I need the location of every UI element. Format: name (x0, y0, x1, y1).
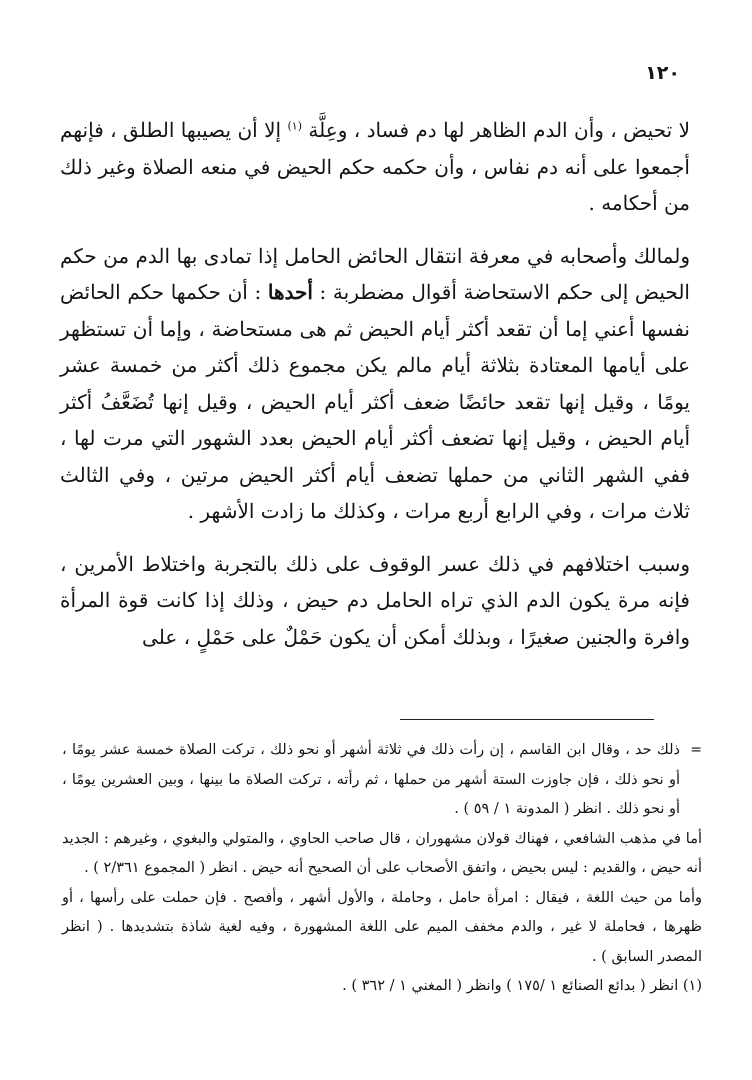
footnote-continued-1-text: ذلك حد ، وقال ابن القاسم ، إن رأت ذلك في ثلاثة أشهر أو نحو ذلك ، تركت الصلاة خمسة عشر يومًا ، أو نحو ذلك ، فإن جاوزت الستة أشهر من حملها ، ثم رأته ، تركت الصلاة ما بينها ، وبين العشرين يومًا ، أو نحو ذلك . انظر ( المدونة ١ / ٥٩ ) . (62, 742, 680, 817)
footnote-reference-1[interactable]: (١) (287, 119, 303, 133)
paragraph-2-text-a: ولمالك وأصحابه في معرفة انتقال الحائض الحامل إذا تمادى بها الدم من حكم الحيض إلى حكم الاستحاضة أقوال مضطربة : (60, 243, 690, 304)
paragraph-3: وسبب اختلافهم في ذلك عسر الوقوف على ذلك بالتجربة واختلاط الأمرين ، فإنه مرة يكون الدم الذي تراه الحامل دم حيض ، وذلك إذا كانت قوة المرأة وافرة والجنين صغيرًا ، وبذلك أمكن أن يكون حَمْلٌ على حَمْلٍ ، على (60, 551, 690, 649)
paragraph-1-text-b: إلا أن يصيبها الطلق ، فإنهم أجمعوا على أنه دم نفاس ، وأن حكمه حكم الحيض في منعه الصلاة وغير ذلك من أحكامه . (60, 118, 690, 215)
footnote-continued-1 (62, 736, 702, 825)
main-text (60, 112, 690, 655)
continuation-mark: = (690, 742, 702, 758)
paragraph-2 (60, 238, 690, 530)
page-number: ١٢٠ (645, 62, 680, 84)
paragraph-1 (60, 112, 690, 222)
paragraph-2-text-b: : أن حكمها حكم الحائض نفسها أعني إما أن تقعد أكثر أيام الحيض ثم هى مستحاضة ، وإما أن تستظهر على أيامها المعتادة بثلاثة أيام مالم يكن مجموع ذلك أكثر من خمسة عشر يومًا ، وقيل إنها تقعد حائضًا ضعف أكثر أيام الحيض ، وقيل إنها تُضَعَّفُ أكثر أيام الحيض ، وقيل إنها تضعف أكثر أيام الحيض بعدد الشهور التي مرت لها ، ففي الشهر الثاني من حملها تضعف أيام أكثر الحيض مرتين ، وفي الثالث ثلاث مرات ، وفي الرابع أربع مرات ، وكذلك ما زادت الأشهر . (60, 280, 690, 523)
footnote-1: (١) انظر ( بدائع الصنائع ١ /١٧٥ ) وانظر ( المغني ١ / ٣٦٢ ) . (342, 978, 702, 994)
footnote-continued-3: وأما من حيث اللغة ، فيقال : امرأة حامل ، وحاملة ، والأول أشهر ، وأفصح . فإن حملت على رأسها ، أو ظهرها ، فحاملة لا غير ، والدم مخفف الميم على اللغة المشهورة ، وفيه لغية شاذة بتشديدها . ( انظر المصدر السابق ) . (62, 889, 702, 965)
paragraph-2-bold-term: أحدها (267, 280, 313, 304)
footnotes-section (62, 736, 702, 1002)
footnote-separator (400, 719, 654, 720)
paragraph-1-text-a: لا تحيض ، وأن الدم الظاهر لها دم فساد ، وعِلَّة (302, 118, 690, 142)
footnote-continued-2: أما في مذهب الشافعي ، فهناك قولان مشهوران ، قال صاحب الحاوي ، والمتولي والبغوي ، وغيرهم : الجديد أنه حيض ، والقديم : ليس بحيض ، واتفق الأصحاب على أن الصحيح أنه حيض . انظر ( المجموع ٢/٣٦١ ) . (62, 830, 702, 876)
